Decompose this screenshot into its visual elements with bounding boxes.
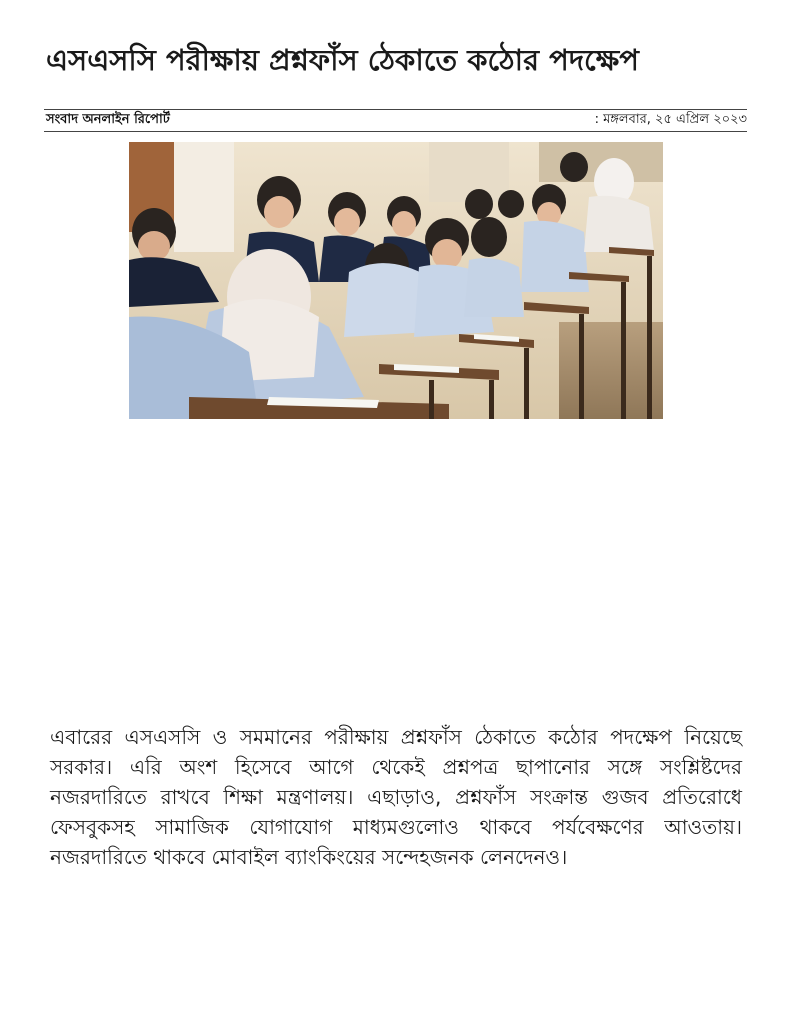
exam-hall-illustration bbox=[129, 142, 663, 419]
article-date: : মঙ্গলবার, ২৫ এপ্রিল ২০২৩ bbox=[594, 112, 747, 127]
article-headline: এসএসসি পরীক্ষায় প্রশ্নফাঁস ঠেকাতে কঠোর পদক্ষেপ bbox=[46, 43, 639, 77]
article-byline: সংবাদ অনলাইন রিপোর্ট bbox=[46, 112, 170, 127]
article-photo bbox=[129, 142, 663, 419]
bottom-divider bbox=[44, 131, 747, 132]
article-body: এবারের এসএসসি ও সমমানের পরীক্ষায় প্রশ্নফাঁস ঠেকাতে কঠোর পদক্ষেপ নিয়েছে সরকার। এরি অংশ হিসেবে আগে থেকেই প্রশ্নপত্র ছাপানোর সঙ্গে সংশ্লিষ্টদের নজরদারিতে রাখবে শিক্ষা মন্ত্রণালয়। এছাড়াও, প্রশ্নফাঁস সংক্রান্ত গুজব প্রতিরোধে ফেসবুকসহ সামাজিক যোগাযোগ মাধ্যমগুলোও থাকবে পর্যবেক্ষণের আওতায়। নজরদারিতে থাকবে মোবাইল ব্যাংকিংয়ের সন্দেহজনক লেনদেনও। bbox=[50, 725, 742, 869]
